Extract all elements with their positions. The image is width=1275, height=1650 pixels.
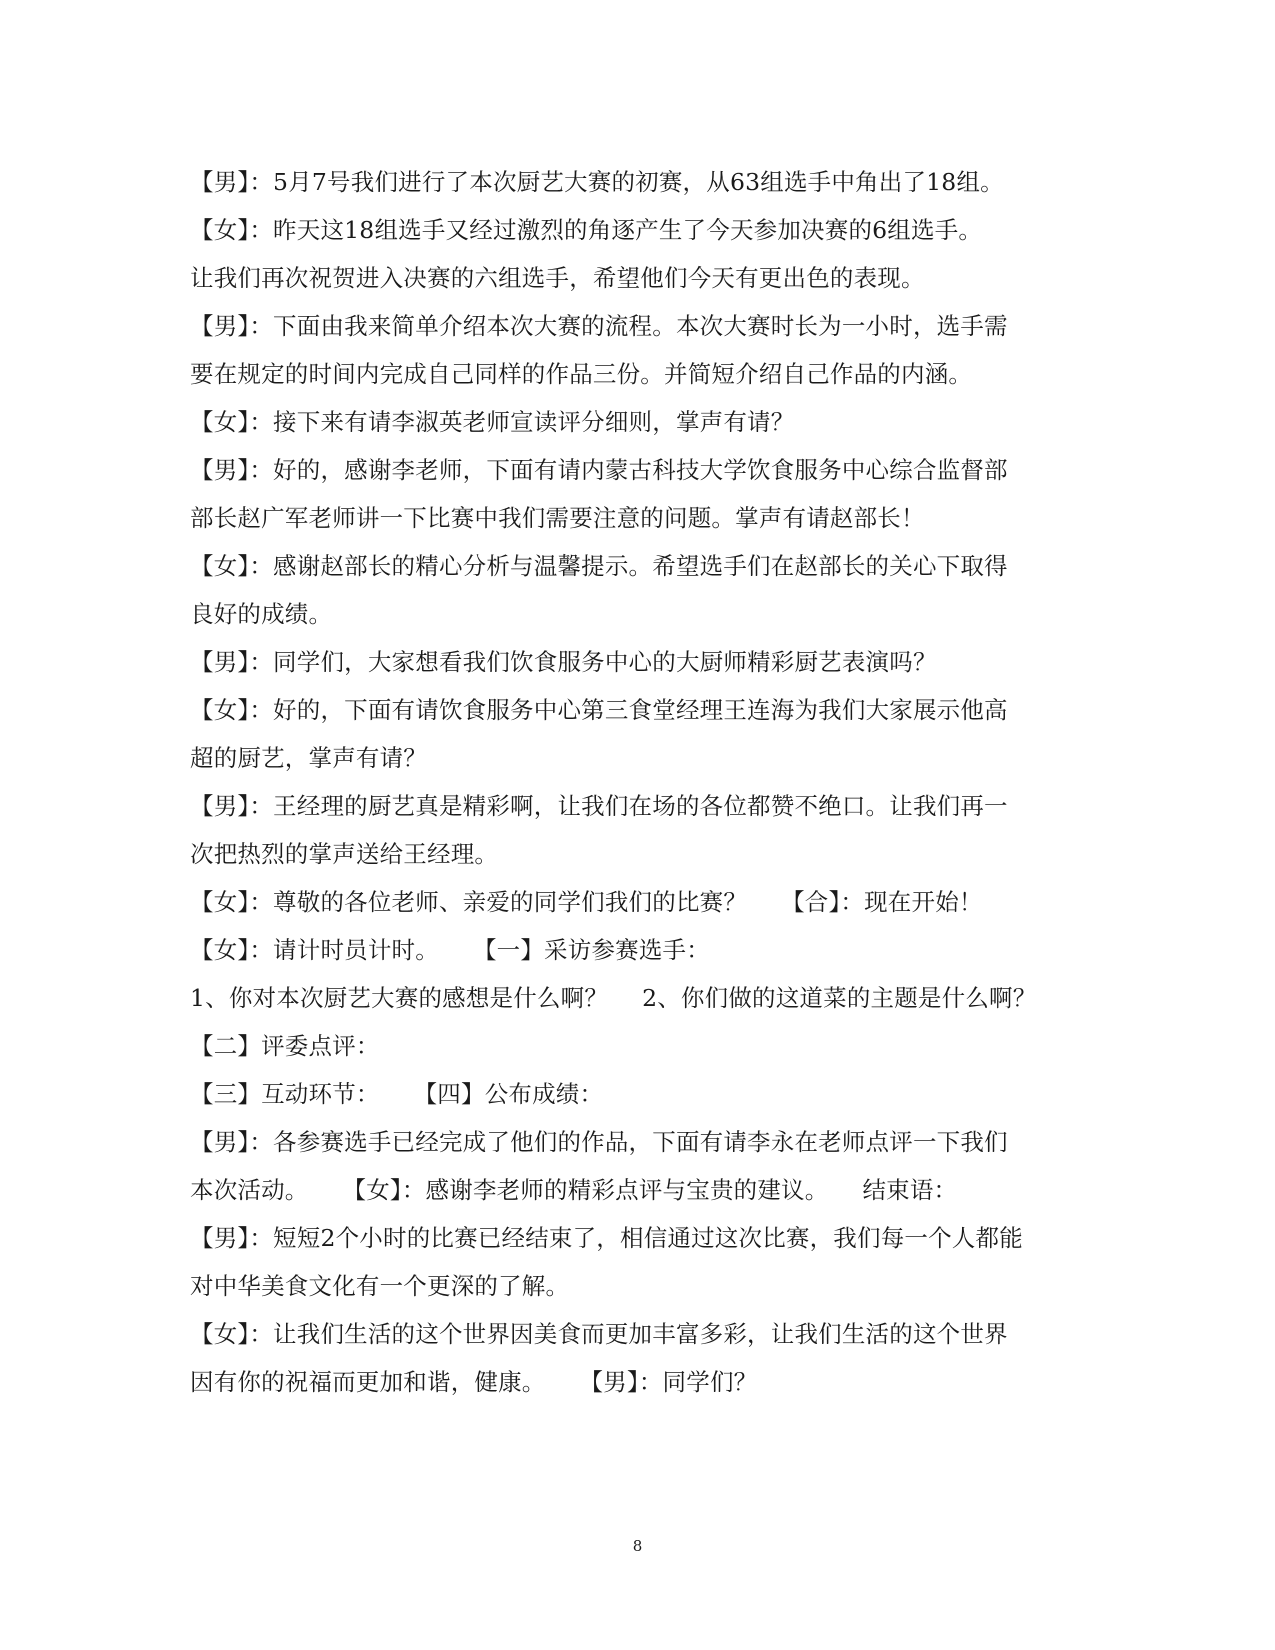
text-line (190, 782, 1080, 830)
text-line (190, 590, 1080, 638)
line-text: 【女】：让我们生活的这个世界因美食而更加丰富多彩，让我们生活的这个世界 (190, 1320, 1008, 1348)
text-line (190, 1262, 1080, 1310)
text-line (190, 158, 1080, 206)
line-text-secondary: 2、你们做的这道菜的主题是什么啊？ (642, 984, 1037, 1012)
line-text: 【男】：5月7号我们进行了本次厨艺大赛的初赛，从63组选手中角出了18组。 (190, 168, 1004, 196)
text-line (190, 734, 1080, 782)
line-text: 【女】：请计时员计时。 (190, 936, 439, 964)
text-line (190, 1070, 1080, 1118)
line-text-secondary: 【男】：同学们？ (579, 1368, 758, 1396)
text-line (190, 1166, 1080, 1214)
text-line (190, 878, 1080, 926)
text-line (190, 830, 1080, 878)
line-text-secondary: 【女】：感谢李老师的精彩点评与宝贵的建议。 (342, 1176, 829, 1204)
text-line (190, 494, 1080, 542)
line-text: 【三】互动环节： (190, 1080, 380, 1108)
text-line (190, 350, 1080, 398)
line-text: 【女】：尊敬的各位老师、亲爱的同学们我们的比赛？ (190, 888, 748, 916)
line-text: 让我们再次祝贺进入决赛的六组选手，希望他们今天有更出色的表现。 (190, 264, 925, 292)
text-line (190, 638, 1080, 686)
text-line (190, 974, 1080, 1022)
line-text: 【男】：各参赛选手已经完成了他们的作品，下面有请李永在老师点评一下我们 (190, 1128, 1008, 1156)
text-line (190, 926, 1080, 974)
line-text: 因有你的祝福而更加和谐，健康。 (190, 1368, 546, 1396)
text-line (190, 1310, 1080, 1358)
line-text-secondary: 【四】公布成绩： (413, 1080, 604, 1108)
text-line (190, 1118, 1080, 1166)
text-line (190, 302, 1080, 350)
line-text-secondary: 【一】采访参赛选手： (472, 936, 710, 964)
text-line (190, 542, 1080, 590)
text-line (190, 1358, 1080, 1406)
text-line (190, 206, 1080, 254)
line-text: 【女】：感谢赵部长的精心分析与温馨提示。希望选手们在赵部长的关心下取得 (190, 552, 1008, 580)
line-text: 【女】：昨天这18组选手又经过激烈的角逐产生了今天参加决赛的6组选手。 (190, 216, 983, 244)
line-text: 【男】：王经理的厨艺真是精彩啊，让我们在场的各位都赞不绝口。让我们再一 (190, 792, 1008, 820)
page-number: 8 (632, 1537, 643, 1555)
text-line (190, 398, 1080, 446)
line-text: 【男】：好的，感谢李老师，下面有请内蒙古科技大学饮食服务中心综合监督部 (190, 456, 1008, 484)
text-line (190, 1214, 1080, 1262)
line-text: 对中华美食文化有一个更深的了解。 (190, 1272, 570, 1300)
line-text-secondary: 【合】：现在开始！ (781, 888, 983, 916)
line-text: 本次活动。 (190, 1176, 309, 1204)
line-text: 良好的成绩。 (190, 600, 333, 628)
line-text: 【女】：好的，下面有请饮食服务中心第三食堂经理王连海为我们大家展示他高 (190, 696, 1008, 724)
text-line (190, 446, 1080, 494)
line-text: 要在规定的时间内完成自己同样的作品三份。并简短介绍自己作品的内涵。 (190, 360, 973, 388)
line-text: 【男】：短短2个小时的比赛已经结束了，相信通过这次比赛，我们每一个人都能 (190, 1224, 1023, 1252)
line-text-tertiary: 结束语： (862, 1176, 958, 1204)
line-text: 【男】：同学们，大家想看我们饮食服务中心的大厨师精彩厨艺表演吗？ (190, 648, 937, 676)
line-text: 【二】评委点评： (190, 1032, 380, 1060)
line-text: 超的厨艺，掌声有请？ (190, 744, 427, 772)
text-line (190, 1022, 1080, 1070)
text-line (190, 686, 1080, 734)
line-text: 【男】：下面由我来简单介绍本次大赛的流程。本次大赛时长为一小时，选手需 (190, 312, 1008, 340)
line-text: 1、你对本次厨艺大赛的感想是什么啊？ (190, 984, 609, 1012)
document-body (190, 158, 1080, 1406)
line-text: 次把热烈的掌声送给王经理。 (190, 840, 499, 868)
line-text: 【女】：接下来有请李淑英老师宣读评分细则，掌声有请？ (190, 408, 795, 436)
text-line (190, 254, 1080, 302)
line-text: 部长赵广军老师讲一下比赛中我们需要注意的问题。掌声有请赵部长！ (190, 504, 925, 532)
